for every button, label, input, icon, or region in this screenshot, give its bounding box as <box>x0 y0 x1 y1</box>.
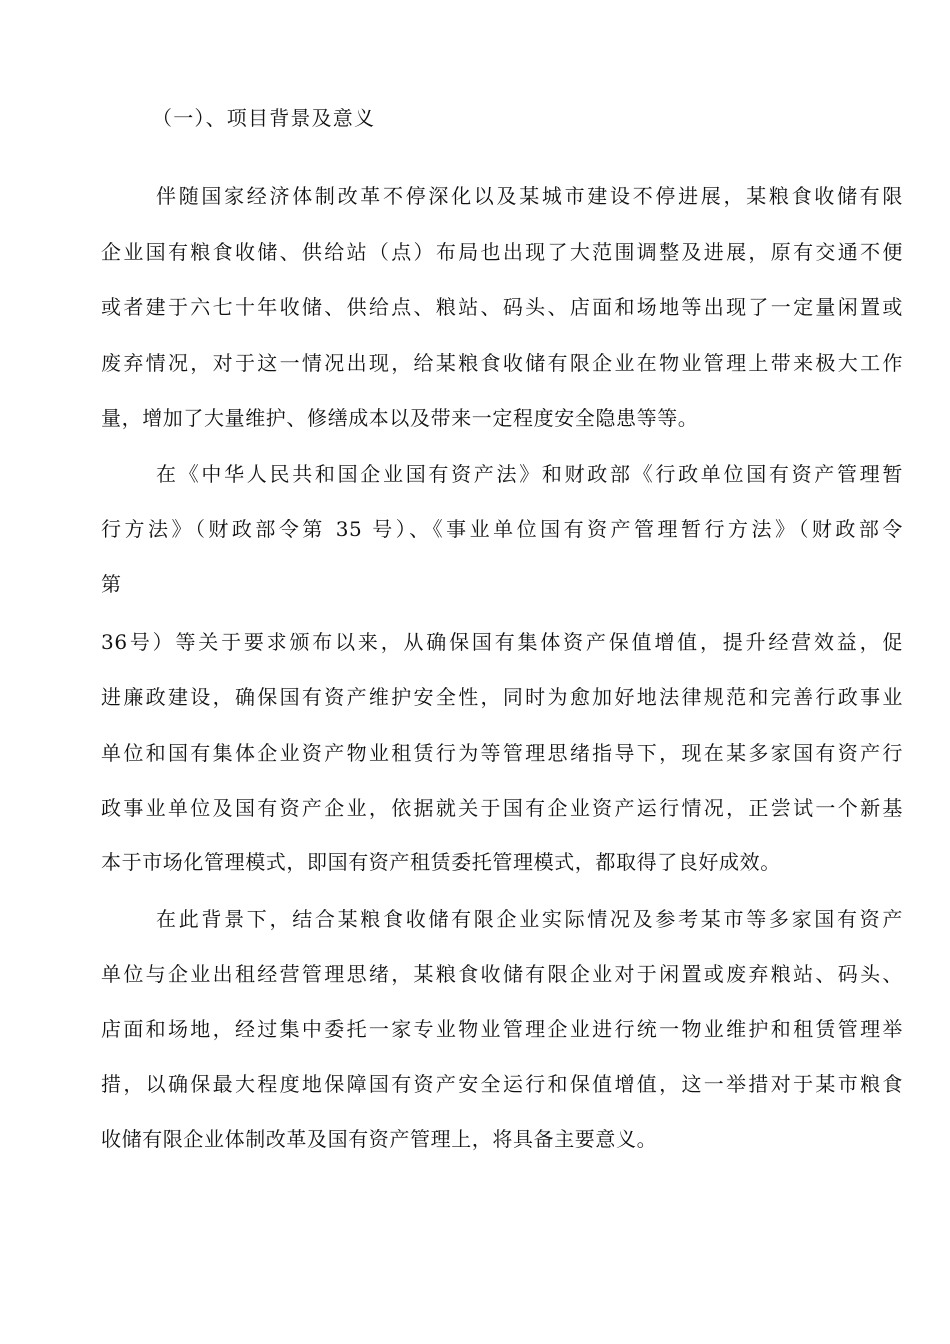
paragraph-1-line-2: 企业国有粮食收储、供给站（点）布局也出现了大范围调整及进展，原有交通不便 <box>101 240 903 264</box>
paragraph-2-line-3: 第 <box>101 572 122 596</box>
paragraph-2-line-4: 36号）等关于要求颁布以来，从确保国有集体资产保值增值，提升经营效益，促 <box>101 630 903 654</box>
paragraph-3-line-4: 措，以确保最大程度地保障国有资产安全运行和保值增值，这一举措对于某市粮食 <box>101 1072 903 1096</box>
paragraph-2-line-8: 本于市场化管理模式，即国有资产租赁委托管理模式，都取得了良好成效。 <box>101 850 781 874</box>
paragraph-1-line-1: 伴随国家经济体制改革不停深化以及某城市建设不停进展，某粮食收储有限 <box>156 184 903 208</box>
paragraph-1-line-3: 或者建于六七十年收储、供给点、粮站、码头、店面和场地等出现了一定量闲置或 <box>101 295 903 319</box>
paragraph-2-line-6: 单位和国有集体企业资产物业租赁行为等管理思绪指导下，现在某多家国有资产行 <box>101 741 903 765</box>
paragraph-3-line-1: 在此背景下，结合某粮食收储有限企业实际情况及参考某市等多家国有资产 <box>156 907 903 931</box>
paragraph-2-line-7: 政事业单位及国有资产企业，依据就关于国有企业资产运行情况，正尝试一个新基 <box>101 796 903 820</box>
section-heading: （一）、项目背景及意义 <box>152 106 376 130</box>
paragraph-2-line-5: 进廉政建设，确保国有资产维护安全性，同时为愈加好地法律规范和完善行政事业 <box>101 685 903 709</box>
paragraph-3-line-5: 收储有限企业体制改革及国有资产管理上，将具备主要意义。 <box>101 1127 658 1151</box>
paragraph-3-line-3: 店面和场地，经过集中委托一家专业物业管理企业进行统一物业维护和租赁管理举 <box>101 1017 903 1041</box>
paragraph-2-line-1: 在《中华人民共和国企业国有资产法》和财政部《行政单位国有资产管理暂 <box>156 462 903 486</box>
paragraph-3-line-2: 单位与企业出租经营管理思绪，某粮食收储有限企业对于闲置或废弃粮站、码头、 <box>101 962 903 986</box>
paragraph-2-line-2: 行方法》（财政部令第 35 号）、《事业单位国有资产管理暂行方法》（财政部令 <box>101 517 903 541</box>
paragraph-1-line-4: 废弃情况，对于这一情况出现，给某粮食收储有限企业在物业管理上带来极大工作 <box>101 351 903 375</box>
paragraph-1-line-5: 量，增加了大量维护、修缮成本以及带来一定程度安全隐患等等。 <box>101 406 699 430</box>
